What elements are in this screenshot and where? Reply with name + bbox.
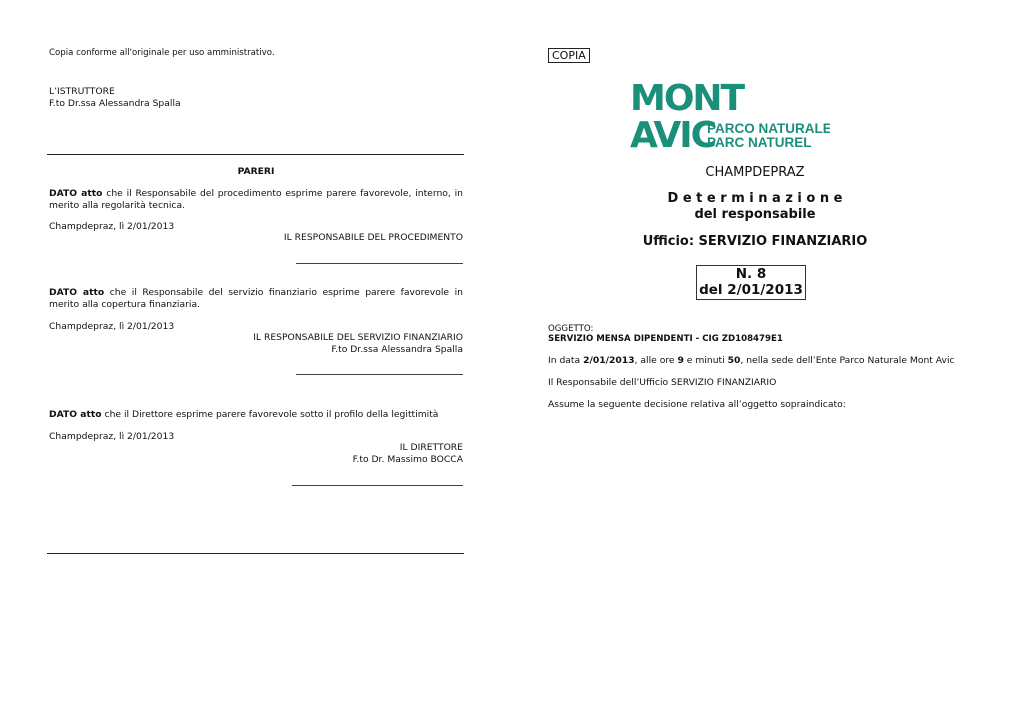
parere-direttore-name: F.to Dr. Massimo BOCCA [352,453,463,465]
parere-tecnico-body: che il Responsabile del procedimento esprime parere favorevole, interno, in merito alla regolarità tecnica. [49,188,463,211]
top-divider [47,154,464,155]
oggetto-label: OGGETTO: [548,324,594,334]
logo-parco-naturale: PARCO NATURALE [707,121,830,136]
intro-date: 2/01/2013 [583,355,635,366]
doc-type: D e t e r m i n a z i o n e [667,191,843,206]
intro-minutes: 50 [727,355,741,366]
intro-mid2: e minuti [683,355,728,366]
logo-mont: MONT [630,78,744,119]
assume-line: Assume la seguente decisione relativa all’oggetto sopraindicato: [548,399,846,410]
dato-atto-label: DATO atto [49,188,103,199]
responsabile-line: Il Responsabile dell’Ufficio SERVIZIO FINANZIARIO [548,377,777,388]
determination-date: del 2/01/2013 [699,282,803,298]
intro-suffix: , nella sede dell’Ente Parco Naturale Mont Avic [740,355,955,366]
parere-tecnico-date: Champdepraz, lì 2/01/2013 [49,221,175,232]
determination-number: N. 8 [735,266,767,282]
istruttore-name: F.to Dr.ssa Alessandra Spalla [49,97,181,109]
istruttore-block [49,86,181,109]
logo-parc-naturel: PARC NATUREL [707,135,812,150]
parere-direttore-text [49,409,463,421]
parere-finanziario-signer [200,332,463,355]
copia-badge: COPIA [548,48,590,63]
town-name: CHAMPDEPRAZ [705,165,805,180]
determination-number-box [696,265,806,300]
dato-atto-label: DATO atto [49,287,105,298]
oggetto-text: SERVIZIO MENSA DIPENDENTI - CIG ZD108479E1 [548,334,783,344]
parere-direttore-signer [200,442,463,465]
parere-tecnico-text [49,188,463,211]
parere-direttore-body: che il Direttore esprime parere favorevole sotto il profilo della legittimità [101,409,439,420]
logo-avic: AVIC [630,115,716,150]
signature-line [292,485,463,486]
pareri-heading: PARERI [237,166,275,177]
parere-finanziario-text [49,287,463,310]
parere-tecnico-signer: IL RESPONSABILE DEL PROCEDIMENTO [283,232,463,243]
signature-line [296,263,463,264]
intro-hour: 9 [677,355,684,366]
signature-line [296,374,463,375]
intro-line [548,355,955,367]
logo-graphic [630,74,830,150]
bottom-divider [47,553,464,554]
office-title: Ufficio: SERVIZIO FINANZIARIO [642,234,868,249]
dato-atto-label: DATO atto [49,409,102,420]
parere-finanziario-date: Champdepraz, lì 2/01/2013 [49,321,175,332]
parere-direttore-title: IL DIRETTORE [399,442,463,453]
copy-note: Copia conforme all'originale per uso amministrativo. [49,48,275,58]
intro-mid1: , alle ore [634,355,678,366]
doc-subtitle: del responsabile [694,207,816,222]
istruttore-title: L’ISTRUTTORE [49,86,115,97]
parere-finanziario-body: che il Responsabile del servizio finanziario esprime parere favorevole in merito alla copertura finanziaria. [49,287,463,310]
mont-avic-logo [630,74,830,150]
intro-prefix: In data [548,355,584,366]
parere-finanziario-title: IL RESPONSABILE DEL SERVIZIO FINANZIARIO [253,332,463,343]
parere-finanziario-name: F.to Dr.ssa Alessandra Spalla [331,343,463,355]
parere-direttore-date: Champdepraz, lì 2/01/2013 [49,431,175,442]
